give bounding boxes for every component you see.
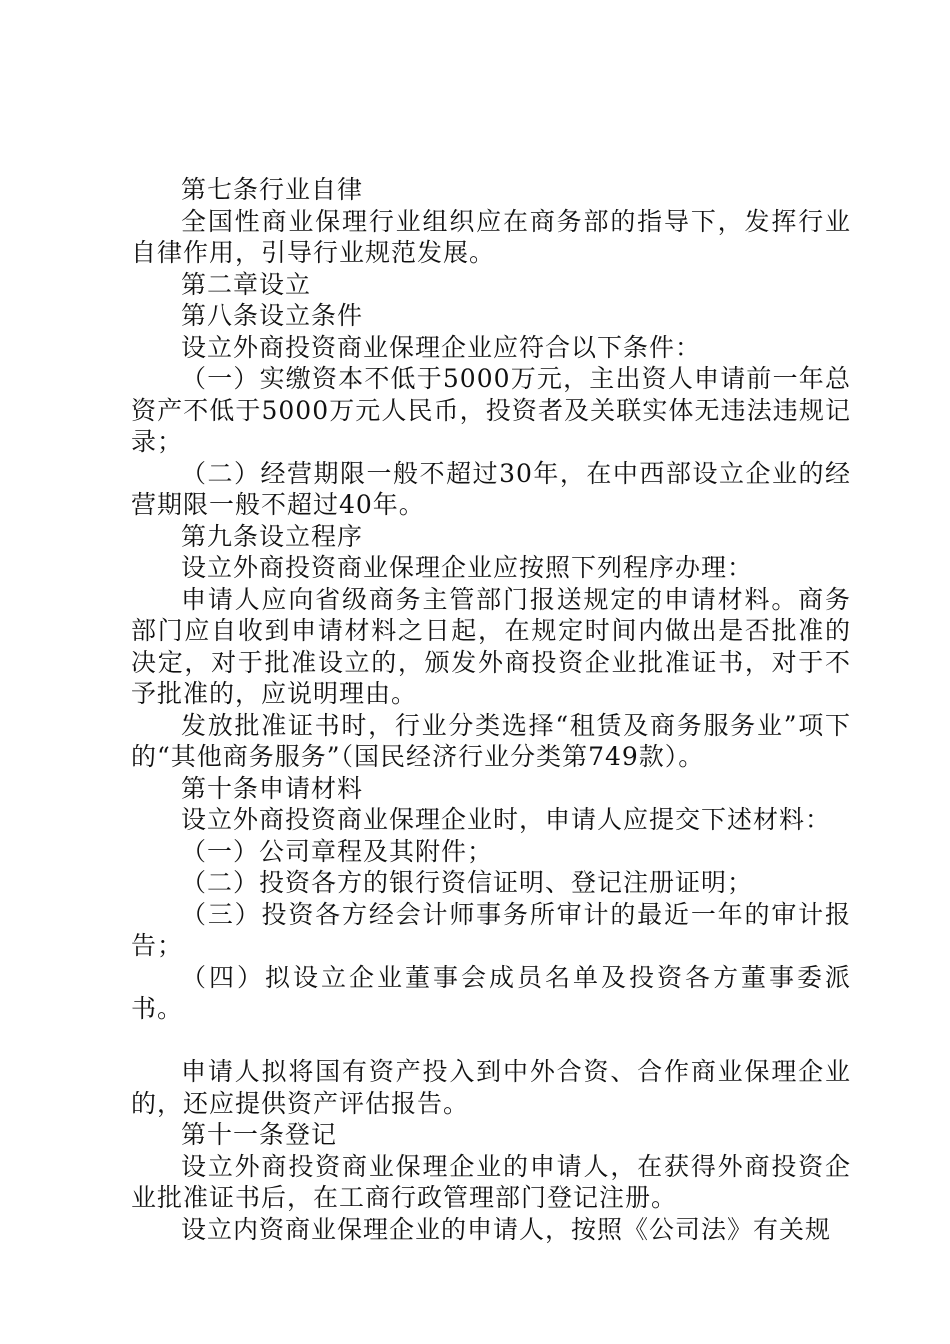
paragraph: 全国性商业保理行业组织应在商务部的指导下，发挥行业自律作用，引导行业规范发展。 — [131, 206, 851, 267]
paragraph: 设立外商投资商业保理企业应符合以下条件： — [181, 332, 702, 362]
paragraph: 设立外商投资商业保理企业应按照下列程序办理： — [181, 553, 754, 582]
paragraph: 设立外商投资商业保理企业时，申请人应提交下述材料： — [181, 805, 832, 834]
list-item: （四）拟设立企业董事会成员名单及投资各方董事委派书。 — [131, 962, 851, 1023]
list-item: （一）公司章程及其附件； — [181, 836, 494, 866]
paragraph: 申请人应向省级商务主管部门报送规定的申请材料。商务部门应自收到申请材料之日起，在规定时间内做出是否批准的决定，对于批准设立的，颁发外商投资企业批准证书，对于不予批准的，应说明理由。 — [131, 584, 851, 708]
document-body — [131, 174, 851, 1245]
list-item: （二）投资各方的银行资信证明、登记注册证明； — [181, 868, 754, 897]
paragraph: 发放批准证书时，行业分类选择“租赁及商务服务业”项下的“其他商务服务”（国民经济行业分类第749款）。 — [131, 710, 851, 771]
list-item: （三）投资各方经会计师事务所审计的最近一年的审计报告； — [131, 899, 851, 960]
chapter-2-heading: 第二章设立 — [181, 269, 312, 299]
paragraph: 设立外商投资商业保理企业的申请人，在获得外商投资企业批准证书后，在工商行政管理部门登记注册。 — [131, 1151, 851, 1212]
paragraph: 申请人拟将国有资产投入到中外合资、合作商业保理企业的，还应提供资产评估报告。 — [131, 1057, 851, 1118]
article-9-heading: 第九条设立程序 — [181, 521, 364, 551]
blank-line — [131, 1025, 851, 1057]
list-item: （二）经营期限一般不超过30年，在中西部设立企业的经营期限一般不超过40年。 — [131, 458, 851, 519]
article-10-heading: 第十条申请材料 — [181, 773, 364, 803]
article-8-heading: 第八条设立条件 — [181, 301, 364, 330]
list-item: （一）实缴资本不低于5000万元，主出资人申请前一年总资产不低于5000万元人民币，投资者及关联实体无违法违规记录； — [131, 364, 851, 456]
paragraph: 设立内资商业保理企业的申请人，按照《公司法》有关规 — [181, 1214, 832, 1244]
article-11-heading: 第十一条登记 — [181, 1120, 338, 1149]
article-7-heading: 第七条行业自律 — [181, 175, 364, 204]
